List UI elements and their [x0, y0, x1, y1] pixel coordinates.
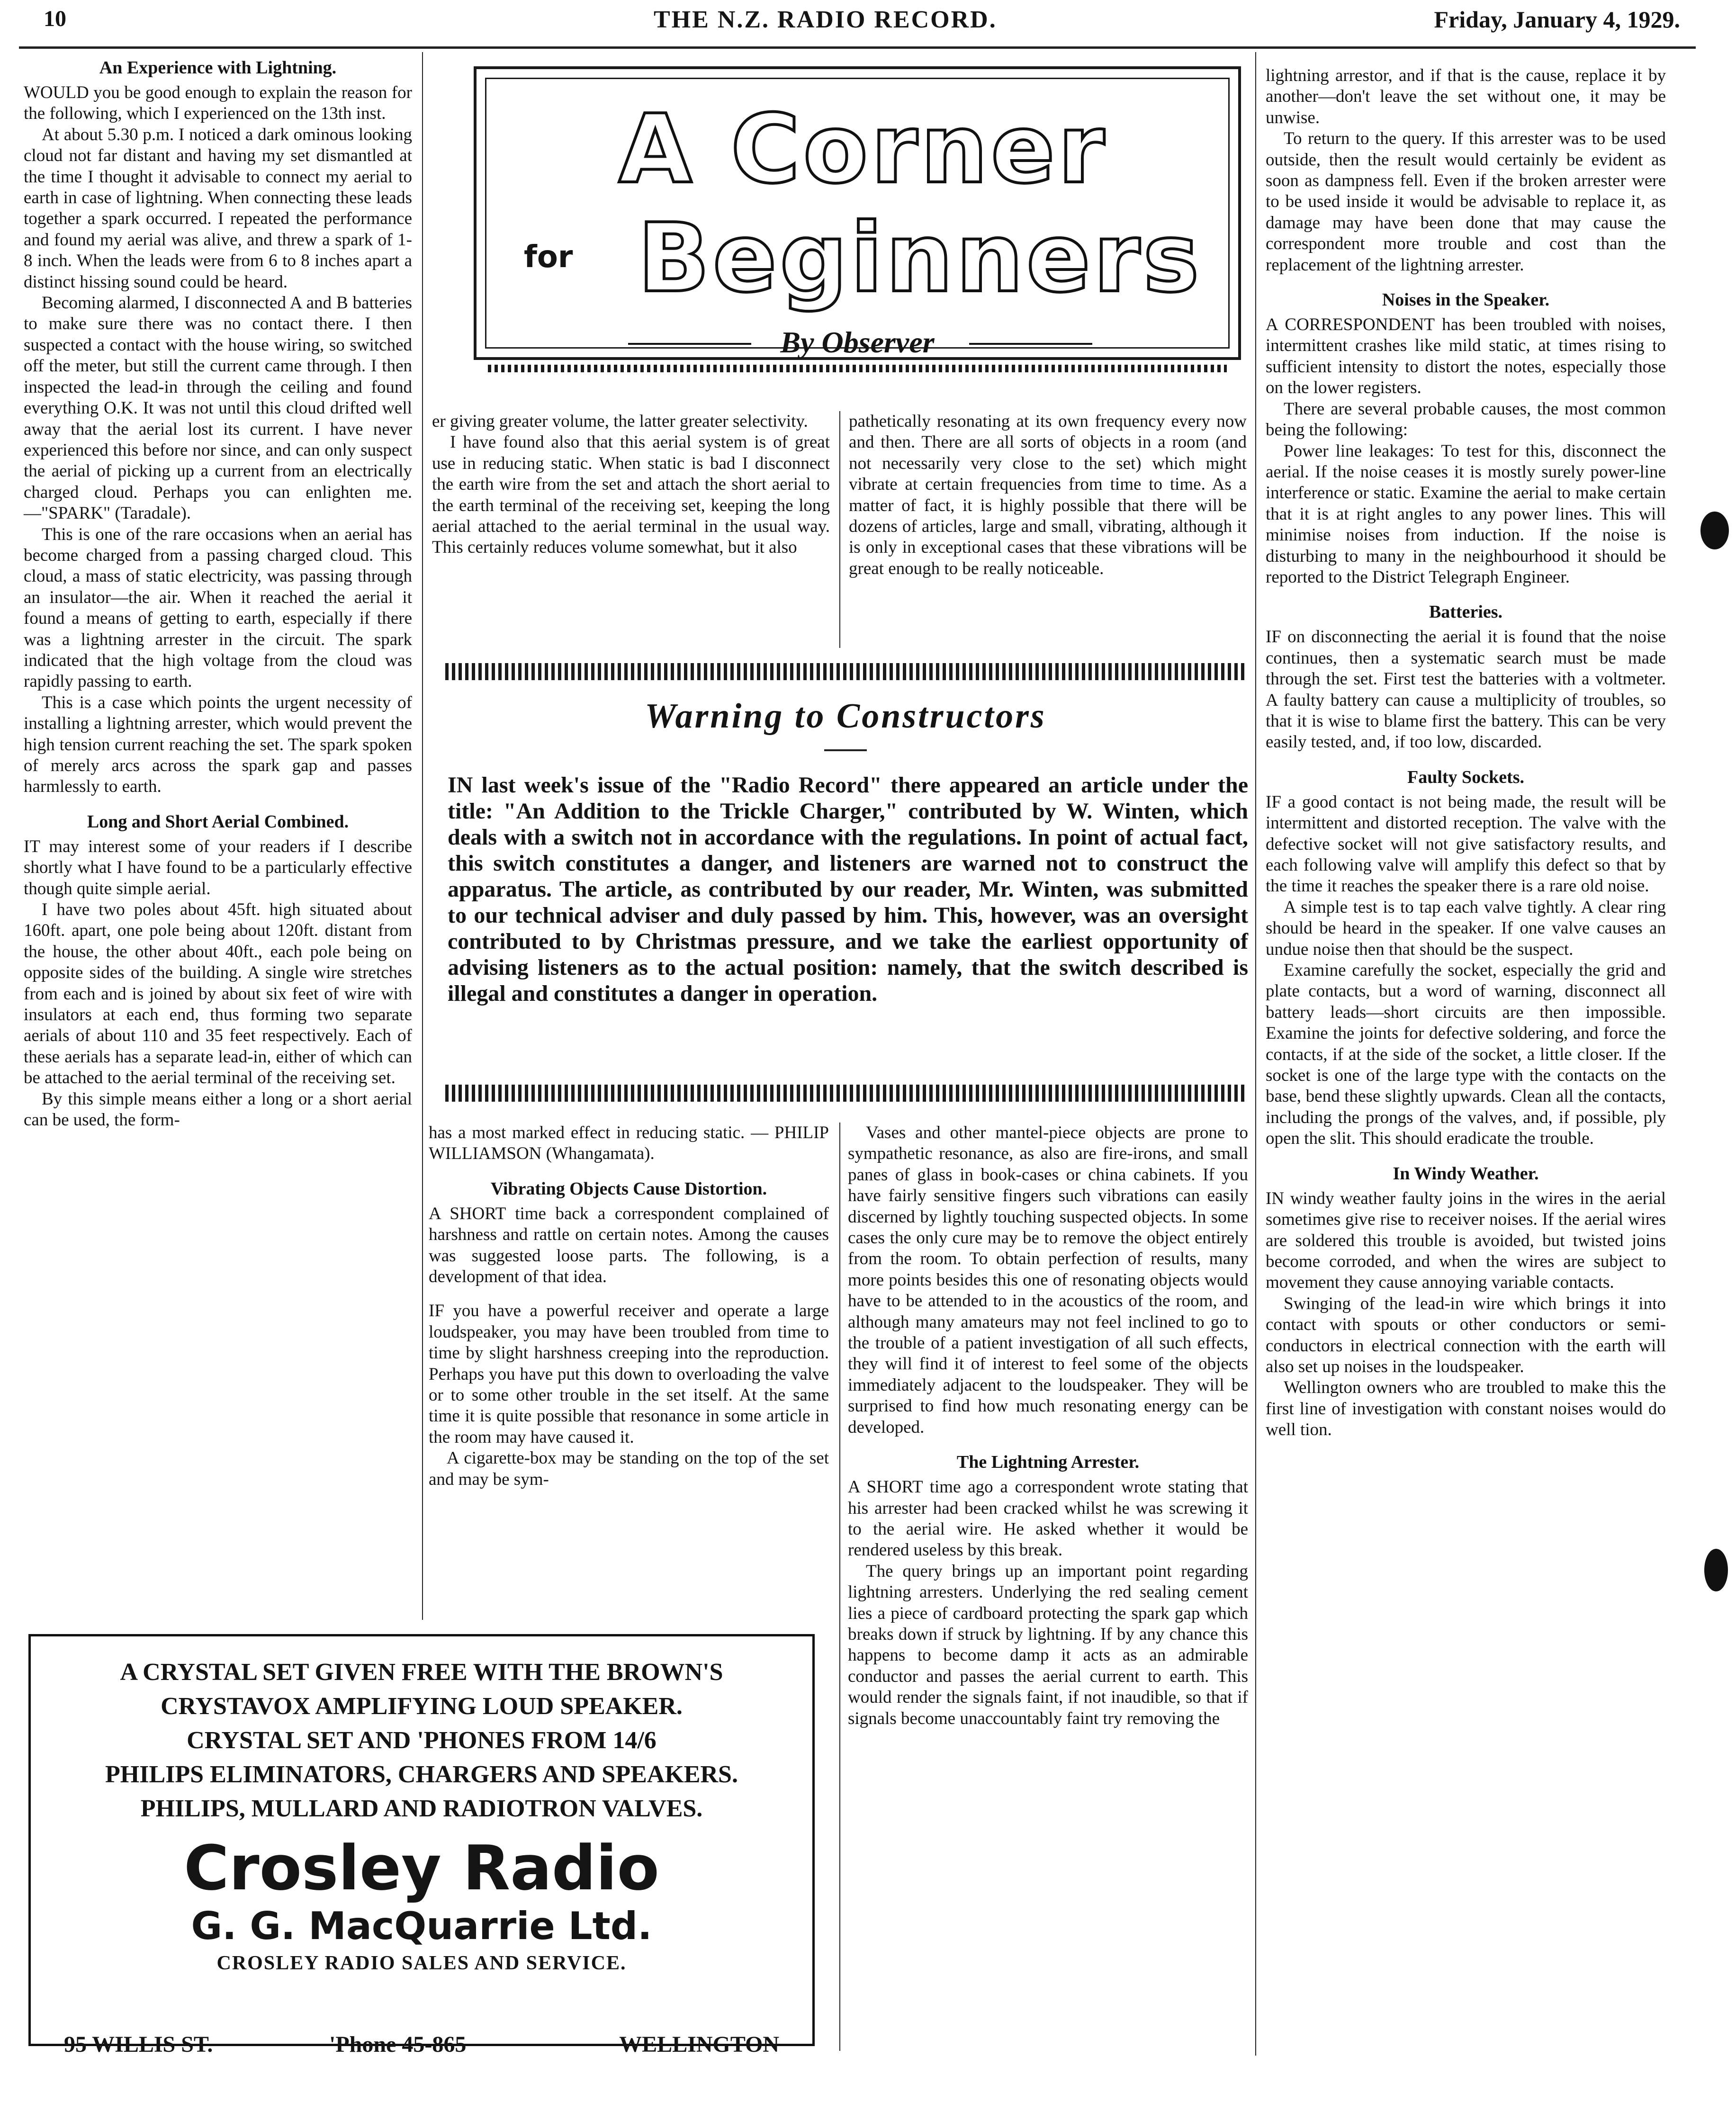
paragraph: Power line leakages: To test for this, disconnect the aerial. If the noise ceases it is mostly surely power-line interference or static. Examine the aerial to make certain that it is at right angles to any power lines. This will minimise noises from induction. If the noise is disturbing to many in the neighbourhood it should be reported to the District Telegraph Engineer.: [1266, 441, 1666, 587]
headline-faulty-sockets: Faulty Sockets.: [1407, 767, 1524, 787]
paragraph: A simple test is to tap each valve tightly. A clear ring should be heard in the speaker. If one valve causes an undue noise then that should be the suspect.: [1266, 897, 1666, 959]
column-2-lower: [429, 1123, 829, 1490]
paragraph: Vases and other mantel-piece objects are prone to sympathetic resonance, as also are fire-irons, and small panes of glass in book-cases or china cabinets. If you have fairly sensitive fingers such vibrations can easily discerned by lightly touching suspected objects. In some cases the only cure may be to remove the object entirely from the room. To obtain perfection of results, many more points besides this one of resonating objects would have to be attended to in the acoustics of the room, and although many amateurs may not feel inclined to go to the trouble of a patient investigation of all such effects, they will find it of interest to feel some of the objects immediately adjacent to the loudspeaker. They will be surprised to find how much resonating energy can be developed.: [848, 1123, 1248, 1437]
paragraph: has a most marked effect in reducing static. — PHILIP WILLIAMSON (Whangamata).: [429, 1123, 829, 1164]
binding-hole-mark: [1700, 512, 1729, 549]
headline-vibrating-objects: Vibrating Objects Cause Distortion.: [490, 1178, 767, 1199]
paragraph: IF on disconnecting the aerial it is found that the noise continues, then a systematic search must be made through the set. First test the batteries with a voltmeter. A faulty battery can cause a multiplicity of troubles, so that it is wise to blame first the battery. This can be very easily tested, and, if too low, discarded.: [1266, 627, 1666, 752]
paragraph: A SHORT time back a correspondent complained of harshness and rattle on certain notes. Among the causes was suggested loose parts. The following, is a development of that idea.: [429, 1204, 829, 1287]
headline-lightning-experience: An Experience with Lightning.: [99, 58, 337, 78]
ad-address: 95 WILLIS ST.: [64, 2032, 213, 2057]
paragraph: Wellington owners who are troubled to make this the first line of investigation with constant noises would do well tion.: [1266, 1378, 1666, 1440]
column-3-upper: [849, 411, 1247, 579]
ad-service-line: CROSLEY RADIO SALES AND SERVICE.: [216, 1952, 627, 1974]
column-1: [24, 57, 412, 1131]
column-divider: [839, 411, 840, 648]
ad-line: CRYSTAVOX AMPLIFYING LOUD SPEAKER.: [161, 1693, 683, 1720]
headline-long-short-aerial: Long and Short Aerial Combined.: [87, 811, 349, 832]
paragraph: Examine carefully the socket, especially the grid and plate contacts, but a word of warning, disconnect all battery leads—short circuits are then impossible. Examine the joints for defective soldering, and force the contacts, if at the side of the socket, a little closer. If the socket is one of the large type with the contacts on the base, bend these slightly upwards. Clean all the contacts, including the prongs of the valves, and, if possible, ply open the slit. This should eradicate the trouble.: [1266, 961, 1666, 1149]
publication-title: THE N.Z. RADIO RECORD.: [654, 6, 997, 33]
page-header: [0, 0, 1736, 47]
paragraph: The query brings up an important point regarding lightning arresters. Underlying the red sealing cement lies a piece of cardboard protecting the spark gap which breaks down if struck by lightning. If by any chance this happens to become damp it acts as an admirable conductor and passes the aerial current to earth. This would render the signals faint, if not inaudible, so that if signals become unaccountably faint try removing the: [848, 1561, 1248, 1728]
ornamental-rule: [488, 365, 1227, 372]
ornamental-rule: [445, 1085, 1246, 1102]
ad-phone: 'Phone 45-865: [329, 2032, 467, 2057]
paragraph: A SHORT time ago a correspondent wrote stating that his arrester had been cracked whilst he was screwing it to the aerial wire. He asked whether it would be rendered useless by this break.: [848, 1477, 1248, 1560]
headline-windy-weather: In Windy Weather.: [1393, 1163, 1539, 1184]
ad-brand-name: Crosley Radio: [184, 1832, 659, 1904]
paragraph: I have two poles about 45ft. high situated about 160ft. apart, one pole being about 120ft. distant from the house, the other about 40ft., each pole being on opposite sides of the building. A single wire stretches from each and is joined by about six feet of wire with insulators at each end, thus forming two separate aerials of about 110 and 35 feet respectively. Each of these aerials has a separate lead-in, either of which can be attached to the aerial terminal of the receiving set.: [24, 900, 412, 1088]
ad-line: PHILIPS ELIMINATORS, CHARGERS AND SPEAKERS.: [105, 1761, 738, 1788]
paragraph: WOULD you be good enough to explain the reason for the following, which I experienced on the 13th inst.: [24, 83, 412, 124]
paragraph: A cigarette-box may be standing on the top of the set and may be sym-: [429, 1448, 829, 1489]
paragraph: pathetically resonating at its own frequency every now and then. There are all sorts of objects in a room (and not necessarily very close to the set) which might vibrate at certain frequencies from time to time. As a matter of fact, it is highly possible that there will be dozens of articles, large and small, vibrating, although it is only in exceptional cases that these vibrations will be great enough to be really noticeable.: [849, 412, 1247, 578]
paragraph: This is one of the rare occasions when an aerial has become charged from a passing charged cloud. This cloud, a mass of static electricity, was passing through an insulator—the air. When it reached the aerial it found a means of getting to earth, especially if there was a lightning arrester in the circuit. The spark indicated that the high voltage from the cloud was rapidly passing to earth.: [24, 524, 412, 692]
paragraph: A CORRESPONDENT has been troubled with noises, intermittent crashes like mild static, at times rising to sufficient intensity to distort the notes, especially those on the lower registers.: [1266, 315, 1666, 398]
title-box: [474, 66, 1241, 360]
warning-text: IN last week's issue of the "Radio Record" there appeared an article under the title: "An Addition to the Trickle Charger," contributed by W. Winten, which deals with a switch not in accordance with the regulations. In point of actual fact, this switch constitutes a danger, and listeners are warned not to construct the apparatus. The article, as contributed by our reader, Mr. Winten, was submitted to our technical adviser and duly passed by him. This, however, was an oversight contributed to by Christmas pressure, and we take the earliest opportunity of advising listeners as to the actual position: namely, that the switch described is illegal and constitutes a danger in operation.: [448, 773, 1248, 1006]
column-divider: [839, 1123, 840, 2051]
paragraph: This is a case which points the urgent necessity of installing a lightning arrester, which would prevent the high tension current reaching the set. The spark spoken of merely arcs across the spark gap and passes harmlessly to earth.: [24, 692, 412, 797]
byline: By Observer: [780, 325, 935, 359]
page-number: 10: [44, 6, 66, 31]
crosley-radio-advertisement: [28, 1634, 815, 2057]
paragraph: IN windy weather faulty joins in the wires in the aerial sometimes give rise to receiver noises. If the aerial wires are soldered this trouble is avoided, but twisted joins become corroded, and when the wires are subject to movement they cause annoying variable contacts.: [1266, 1188, 1666, 1293]
title-line-1: A Corner: [619, 94, 1107, 205]
paragraph: Becoming alarmed, I disconnected A and B batteries to make sure there was no contact there. I then suspected a contact with the house wiring, so switched off the meter, but still the current came through. I then inspected the lead-in through the ceiling and found everything O.K. It was not until this cloud drifted well away that the aerial lost its current. I have never experienced this before nor since, and can only suspect the aerial of picking up a current from an electrically charged cloud. Perhaps you can enlighten me.—"SPARK" (Taradale).: [24, 293, 412, 523]
paragraph: er giving greater volume, the latter greater selectivity.: [432, 412, 808, 431]
paragraph: Swinging of the lead-in wire which brings it into contact with spouts or other conductors or semi-conductors in electrical connection with the earth will also set up noises in the loudspeaker.: [1266, 1294, 1666, 1376]
headline-noises-speaker: Noises in the Speaker.: [1382, 290, 1550, 310]
paragraph: To return to the query. If this arrester was to be used outside, then the result would certainly be evident as soon as dampness fell. Even if the broken arrester were to be used inside it would be advisable to replace it, as damage may have been done that may cause the correspondent more trouble and cost than the replacement of the lightning arrester.: [1266, 129, 1666, 275]
title-for: for: [524, 240, 573, 275]
paragraph: By this simple means either a long or a short aerial can be used, the form-: [24, 1089, 412, 1130]
column-3-lower: [848, 1123, 1248, 1729]
headline-batteries: Batteries.: [1429, 602, 1503, 622]
column-2-upper: [432, 411, 830, 558]
column-divider: [1255, 52, 1256, 2056]
issue-date: Friday, January 4, 1929.: [1434, 6, 1680, 33]
column-divider: [422, 52, 423, 1620]
paragraph: At about 5.30 p.m. I noticed a dark ominous looking cloud not far distant and having my set dismantled at the time I thought it advisable to connect my aerial to earth in case of lightning. When connecting these leads together a spark occurred. I repeated the performance and found my aerial was alive, and threw a spark of 1-8 inch. When the leads were from 6 to 8 inches apart a distinct hissing sound could be heard.: [24, 125, 412, 292]
binding-hole-mark: [1704, 1549, 1728, 1591]
header-rule: [19, 46, 1696, 49]
ad-line: A CRYSTAL SET GIVEN FREE WITH THE BROWN'S: [120, 1659, 723, 1686]
paragraph: lightning arrestor, and if that is the cause, replace it by another—don't leave the set without one, it may be unwise.: [1266, 66, 1666, 127]
ad-company-name: G. G. MacQuarrie Ltd.: [191, 1904, 652, 1948]
paragraph: There are several probable causes, the most common being the following:: [1266, 399, 1666, 440]
title-line-2: Beginners: [638, 203, 1202, 314]
headline-lightning-arrester: The Lightning Arrester.: [956, 1452, 1140, 1473]
warning-heading: Warning to Constructors: [645, 697, 1046, 736]
paragraph: IF you have a powerful receiver and operate a large loudspeaker, you may have been troubled from time to time by slight harshness creeping into the reproduction. Perhaps you have put this down to overloading the valve or to some other trouble in the set itself. At the same time it is quite possible that resonance in some article in the room may have caused it.: [429, 1301, 829, 1447]
paragraph: I have found also that this aerial system is of great use in reducing static. When static is bad I disconnect the earth wire from the set and attach the short aerial to the earth terminal of the receiving set, keeping the long aerial attached to the aerial terminal in the usual way. This certainly reduces volume somewhat, but it also: [432, 432, 830, 557]
paragraph: IF a good contact is not being made, the result will be intermittent and distorted reception. The valve with the defective socket will not give satisfactory results, and each following valve will amplify this defect so that by the time it reaches the speaker there is a rare old noise.: [1266, 792, 1666, 896]
byline-dash: [969, 343, 1092, 345]
paragraph: IT may interest some of your readers if I describe shortly what I have found to be a particularly effective though quite simple aerial.: [24, 836, 412, 898]
ornamental-rule: [445, 663, 1246, 680]
warning-heading-rule: [824, 749, 867, 751]
column-4: [1266, 65, 1666, 1441]
ad-line: CRYSTAL SET AND 'PHONES FROM 14/6: [187, 1727, 657, 1754]
ad-city: WELLINGTON: [619, 2032, 779, 2057]
ad-line: PHILIPS, MULLARD AND RADIOTRON VALVES.: [140, 1795, 703, 1822]
